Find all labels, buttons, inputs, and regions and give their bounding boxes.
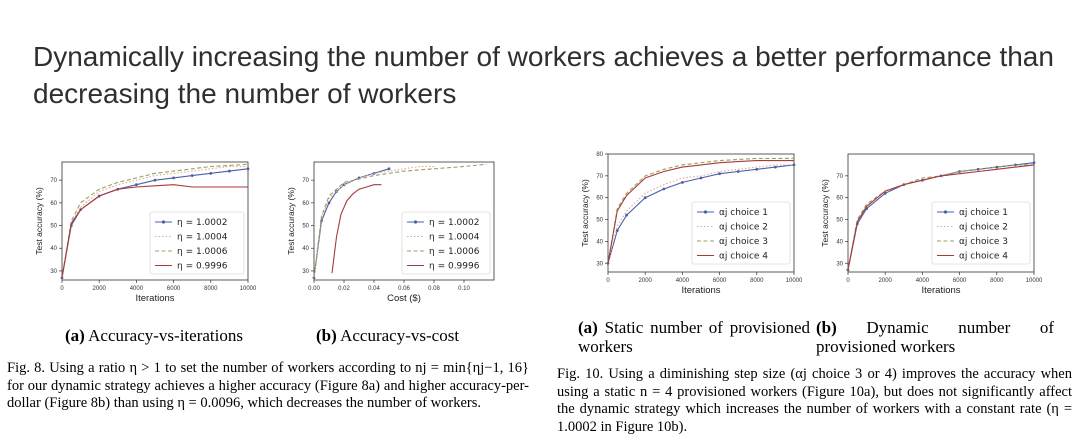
y-tick-label: 50: [302, 223, 309, 230]
series-marker: [755, 168, 758, 171]
legend-label: αj choice 3: [719, 237, 769, 248]
x-tick-label: 2000: [878, 278, 892, 284]
x-tick-label: 2000: [92, 286, 106, 292]
series-marker: [154, 179, 157, 182]
slide-title: Dynamically increasing the number of workers achieves a better performance than decreasing the number of workers: [33, 41, 1054, 109]
y-tick-label: 80: [596, 152, 603, 158]
y-tick-label: 70: [302, 178, 309, 185]
series-marker: [644, 196, 647, 199]
series-line: [332, 185, 382, 274]
legend-label: αj choice 1: [959, 208, 1009, 219]
y-tick-label: 70: [836, 173, 843, 180]
legend-label: η = 1.0002: [177, 218, 228, 229]
legend-label: αj choice 2: [719, 222, 769, 233]
x-tick-label: 0.02: [338, 286, 350, 292]
legend-label: η = 1.0006: [177, 247, 228, 258]
y-tick-label: 40: [836, 239, 843, 246]
y-tick-label: 40: [50, 246, 57, 253]
subcaption-8b-text: Accuracy-vs-cost: [340, 326, 460, 345]
y-tick-label: 60: [836, 195, 843, 202]
y-tick-label: 30: [50, 268, 57, 275]
subcaption-8a: [65, 326, 243, 345]
chart-accuracy-vs-iterations: [20, 154, 260, 309]
y-axis-label: Test accuracy (%): [34, 187, 44, 255]
series-marker: [662, 188, 665, 191]
x-tick-label: 6000: [712, 278, 727, 284]
legend-label: η = 1.0004: [177, 232, 228, 243]
series-marker: [700, 177, 703, 180]
series-marker: [135, 183, 138, 186]
x-tick-label: 8000: [750, 278, 764, 284]
x-tick-label: 4000: [915, 278, 930, 284]
subcaption-10a-label: (a): [578, 318, 598, 337]
figure-8-caption-label: Fig. 8.: [7, 360, 46, 376]
y-tick-label: 40: [596, 239, 603, 246]
x-tick-label: 10000: [239, 286, 257, 292]
y-axis-label: Test accuracy (%): [286, 187, 296, 255]
x-tick-label: 10000: [1025, 278, 1043, 284]
x-tick-label: 8000: [990, 278, 1004, 284]
figure-10-caption-text: Using a diminishing step size (αj choice 3 or 4) improves the accuracy when using a static n = 4 provisioned workers (Figure 10a), but does not significantly affect the dynamic strategy which increases the number of workers with a constant rate (η = 1.0002 in Figure 10b).: [557, 366, 1072, 435]
x-tick-label: 6000: [166, 286, 181, 292]
legend-marker: [944, 210, 947, 213]
x-tick-label: 0: [846, 278, 850, 284]
x-axis-label: Iterations: [135, 293, 175, 304]
chart-accuracy-vs-cost: [278, 154, 508, 309]
subcaption-10b-label: (b): [816, 318, 837, 337]
x-tick-label: 10000: [785, 278, 803, 284]
y-tick-label: 50: [596, 217, 603, 224]
y-tick-label: 50: [50, 223, 57, 230]
y-axis-label: Test accuracy (%): [580, 179, 590, 247]
series-marker: [737, 170, 740, 173]
x-axis-label: Iterations: [681, 285, 721, 296]
x-tick-label: 0.06: [398, 286, 410, 292]
x-tick-label: 4000: [675, 278, 690, 284]
subcaption-8a-text: Accuracy-vs-iterations: [88, 326, 243, 345]
x-tick-label: 4000: [129, 286, 144, 292]
y-tick-label: 40: [302, 246, 309, 253]
subcaption-10b-text: Dynamic number of provisioned workers: [816, 318, 1055, 356]
subcaption-8a-label: (a): [65, 326, 85, 345]
legend-marker: [704, 210, 707, 213]
series-marker: [1033, 161, 1036, 164]
legend-label: αj choice 4: [719, 251, 769, 262]
legend-label: αj choice 4: [959, 251, 1009, 262]
subcaption-8b-label: (b): [316, 326, 337, 345]
figure-10-caption: [557, 366, 1072, 436]
series-marker: [247, 167, 250, 170]
legend-label: η = 0.9996: [177, 261, 228, 272]
chart-dynamic-workers: [812, 150, 1052, 300]
y-tick-label: 30: [836, 261, 843, 268]
series-marker: [718, 172, 721, 175]
series-marker: [172, 176, 175, 179]
y-tick-label: 30: [596, 261, 603, 268]
series-marker: [625, 214, 628, 217]
y-tick-label: 30: [302, 268, 309, 275]
legend-label: αj choice 3: [959, 237, 1009, 248]
x-tick-label: 6000: [952, 278, 967, 284]
x-tick-label: 0.00: [308, 286, 320, 292]
x-axis-label: Iterations: [921, 285, 961, 296]
x-tick-label: 2000: [638, 278, 652, 284]
x-tick-label: 0: [60, 286, 64, 292]
y-tick-label: 70: [50, 178, 57, 185]
figure-10-caption-label: Fig. 10.: [557, 366, 604, 382]
y-tick-label: 60: [596, 195, 603, 202]
x-tick-label: 0.04: [368, 286, 380, 292]
series-marker: [995, 166, 998, 169]
x-tick-label: 0.08: [428, 286, 440, 292]
legend-label: η = 1.0006: [429, 247, 480, 258]
legend-marker: [414, 220, 417, 223]
y-tick-label: 60: [50, 200, 57, 207]
x-tick-label: 0: [606, 278, 610, 284]
series-marker: [388, 167, 391, 170]
series-marker: [191, 174, 194, 177]
subcaption-10a-text: Static number of provisioned workers: [578, 318, 811, 356]
figure-8-caption-text: Using a ratio η > 1 to set the number of workers according to nj = min{ηj−1, 16} for our dynamic strategy achieves a higher accuracy (Figure 8a) and higher accuracy-per-dollar (Figure 8b) than using η = 0.0096, which decreases the number of workers.: [7, 360, 529, 412]
legend-label: η = 1.0004: [429, 232, 480, 243]
subcaption-10b: [816, 318, 1054, 356]
series-marker: [681, 181, 684, 184]
y-tick-label: 70: [596, 173, 603, 180]
series-marker: [209, 172, 212, 175]
series-marker: [228, 170, 231, 173]
x-axis-label: Cost ($): [387, 293, 421, 304]
y-axis-label: Test accuracy (%): [820, 179, 830, 247]
chart-static-workers: [572, 150, 812, 300]
series-marker: [774, 166, 777, 169]
y-tick-label: 50: [836, 217, 843, 224]
subcaption-8b: [316, 326, 459, 345]
y-tick-label: 60: [302, 200, 309, 207]
figure-8-caption: [7, 360, 529, 413]
subcaption-10a: [578, 318, 810, 356]
legend-label: αj choice 1: [719, 208, 769, 219]
legend-label: αj choice 2: [959, 222, 1009, 233]
legend-label: η = 1.0002: [429, 218, 480, 229]
x-tick-label: 0.10: [458, 286, 470, 292]
x-tick-label: 8000: [204, 286, 218, 292]
legend-marker: [162, 220, 165, 223]
legend-label: η = 0.9996: [429, 261, 480, 272]
